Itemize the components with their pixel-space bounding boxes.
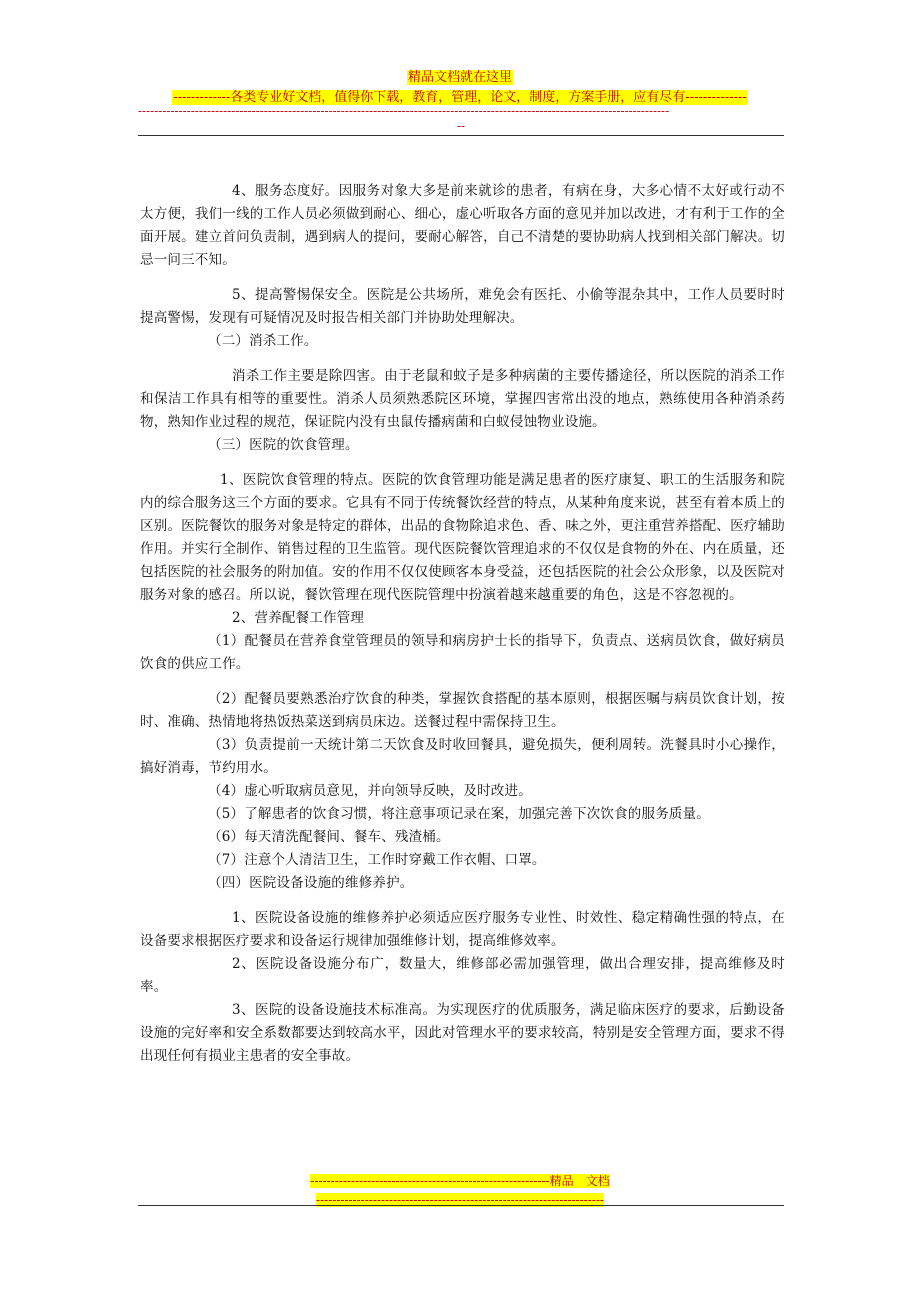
paragraph: 4、服务态度好。因服务对象大多是前来就诊的患者，有病在身，大多心情不太好或行动不太方便，我们一线的工作人员必须做到耐心、细心，虚心听取各方面的意见并加以改进，才有利于工作的全面开展。建立首问负责制，遇到病人的提问，要耐心解答，自己不清楚的要协助病人找到相关部门解决。切忌一问三不知。	[140, 183, 785, 268]
list-item: （2）配餐员要熟悉治疗饮食的种类，掌握饮食搭配的基本原则，根据医嘱与病员饮食计划，按时、准确、热情地将热饭热菜送到病员床边。送餐过程中需保持卫生。	[140, 691, 785, 730]
header-rule	[138, 135, 784, 136]
header-subtitle	[0, 86, 920, 106]
list-item: （5）了解患者的饮食习惯，将注意事项记录在案，加强完善下次饮食的服务质量。	[208, 806, 710, 822]
footer-line-1-text: -----------------------------------------------------------精品 文档	[310, 1174, 610, 1188]
header-subtitle-text: -------------各类专业好文档，值得你下载，教育，管理，论文，制度，方案手册，应有尽有--------------	[173, 90, 747, 105]
list-item: （3）负责提前一天统计第二天饮食及时收回餐具，避免损失，便利周转。洗餐具时小心操作，搞好消毒，节约用水。	[140, 737, 785, 776]
document-body	[140, 180, 785, 1068]
list-item: （1）配餐员在营养食堂管理员的领导和病房护士长的指导下，负责点、送病员饮食，做好病员饮食的供应工作。	[140, 633, 785, 672]
paragraph: 2、医院设备设施分布广，数量大，维修部必需加强管理，做出合理安排，提高维修及时率。	[140, 956, 785, 995]
header-dash-line: -----------------------------------------------------------------------------------------------------------------------------------	[138, 105, 670, 118]
list-item: （4）虚心听取病员意见，并向领导反映，及时改进。	[208, 783, 532, 799]
footer-line-2-text: -----------------------------------------------------------------------	[316, 1193, 604, 1207]
footer-line-1	[0, 1170, 920, 1189]
section-heading: （二）消杀工作。	[208, 333, 318, 349]
subsection-heading: 2、营养配餐工作管理	[232, 610, 365, 626]
header-title-text: 精品文档就在这里	[407, 70, 512, 85]
list-item: （6）每天清洗配餐间、餐车、残渣桶。	[208, 829, 450, 845]
section-heading: （三）医院的饮食管理。	[208, 437, 359, 453]
header-title	[0, 66, 920, 86]
paragraph: 3、医院的设备设施技术标准高。为实现医疗的优质服务，满足临床医疗的要求，后勤设备设施的完好率和安全系数都要达到较高水平，因此对管理水平的要求较高，特别是安全管理方面，要求不得出现任何有损业主患者的安全事故。	[140, 1002, 785, 1064]
paragraph: 1、医院饮食管理的特点。医院的饮食管理功能是满足患者的医疗康复、职工的生活服务和院内的综合服务这三个方面的要求。它具有不同于传统餐饮经营的特点，从某种角度来说，甚至有着本质上的区别。医院餐饮的服务对象是特定的群体，出品的食物除追求色、香、味之外，更注重营养搭配、医疗辅助作用。并实行全制作、销售过程的卫生监管。现代医院餐饮管理追求的不仅仅是食物的外在、内在质量，还包括医院的社会服务的附加值。安的作用不仅仅使顾客本身受益，还包括医院的社会公众形象，以及医院对服务对象的感召。所以说，餐饮管理在现代医院管理中扮演着越来越重要的角色，这是不容忽视的。	[140, 472, 785, 603]
paragraph: 1、医院设备设施的维修养护必须适应医疗服务专业性、时效性、稳定精确性强的特点，在设备要求根据医疗要求和设备运行规律加强维修计划，提高维修效率。	[140, 910, 785, 949]
header-dash-tail: --	[456, 120, 466, 133]
paragraph: 5、提高警惕保安全。医院是公共场所，难免会有医托、小偷等混杂其中，工作人员要时时提高警惕，发现有可疑情况及时报告相关部门并协助处理解决。	[140, 287, 785, 326]
section-heading: （四）医院设备设施的维修养护。	[208, 875, 414, 891]
list-item: （7）注意个人清洁卫生，工作时穿戴工作衣帽、口罩。	[208, 852, 546, 868]
paragraph: 消杀工作主要是除四害。由于老鼠和蚊子是多种病菌的主要传播途径，所以医院的消杀工作和保洁工作具有相等的重要性。消杀人员须熟悉院区环境，掌握四害常出没的地点，熟练使用各种消杀药物，熟知作业过程的规范，保证院内没有虫鼠传播病菌和白蚁侵蚀物业设施。	[140, 368, 785, 430]
footer-rule	[138, 1205, 784, 1206]
